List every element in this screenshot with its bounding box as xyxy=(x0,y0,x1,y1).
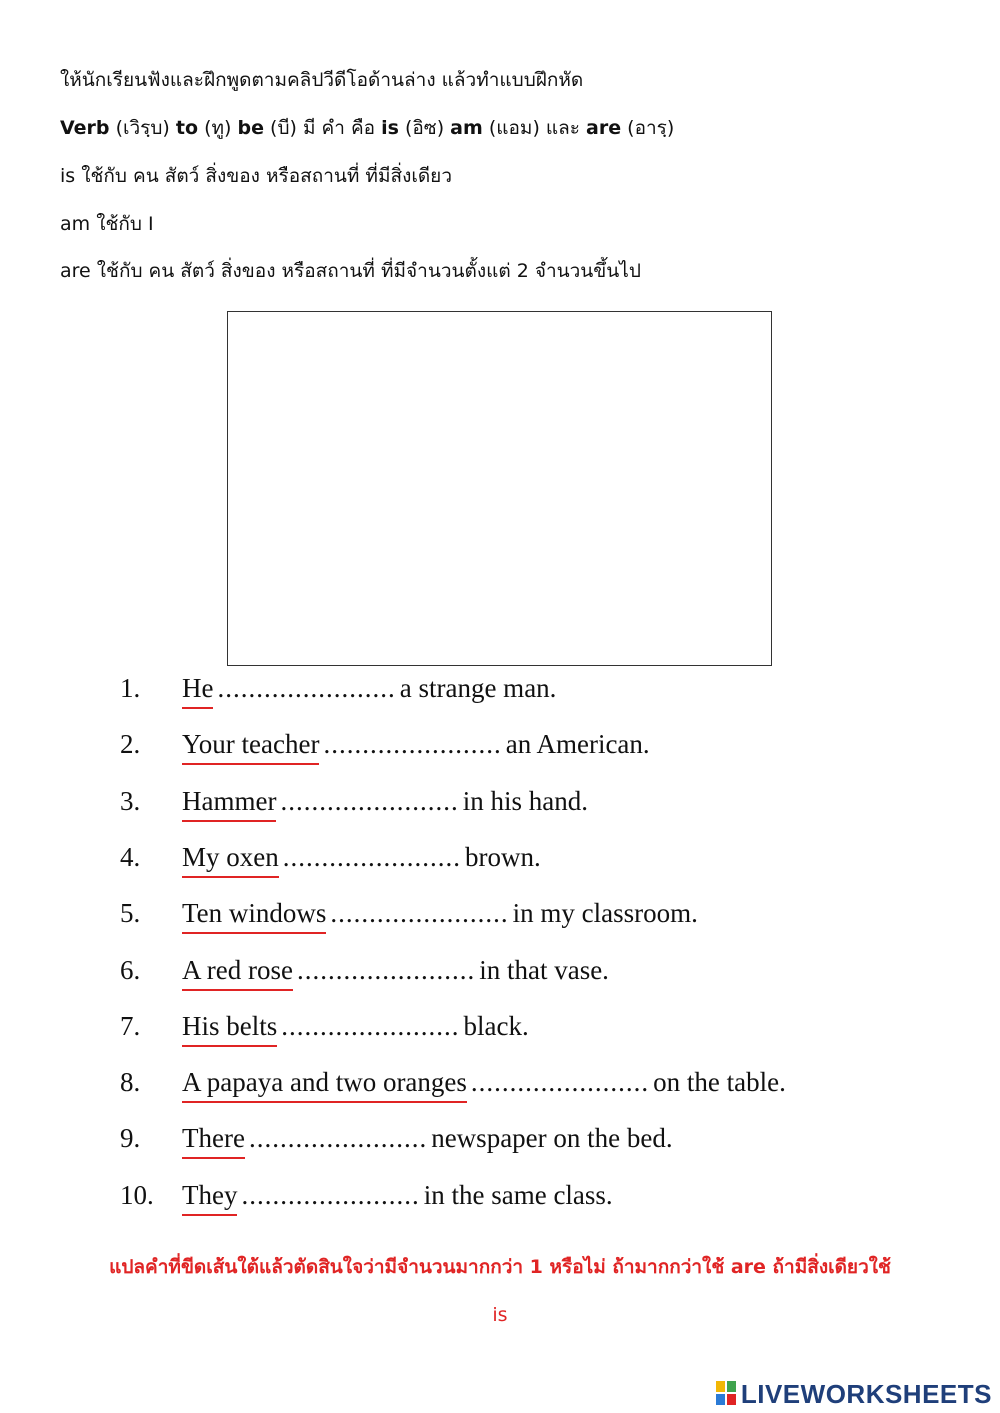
answer-blank[interactable]: ....................... xyxy=(330,898,509,929)
underlined-subject: They xyxy=(182,1180,237,1216)
intro-line-1: ให้นักเรียนฟังและฝึกพูดตามคลิปวีดีโอด้านล่าง แล้วทำแบบฝึกหัด xyxy=(60,69,584,91)
intro-line-2 xyxy=(60,115,674,141)
sentence-rest: in the same class. xyxy=(423,1179,613,1210)
underlined-subject: Ten windows xyxy=(182,898,326,934)
underlined-subject: A red rose xyxy=(182,955,293,991)
question-row xyxy=(120,1180,613,1224)
underlined-subject: Hammer xyxy=(182,786,276,822)
sentence-rest: a strange man. xyxy=(399,673,557,703)
liveworksheets-logo-icon xyxy=(716,1381,738,1407)
sentence-rest: in that vase. xyxy=(479,954,609,985)
question-number: 7. xyxy=(120,1010,141,1041)
is-word: is xyxy=(381,117,399,139)
video-player[interactable] xyxy=(227,311,772,666)
intro-line-5: are ใช้กับ คน สัตว์ สิ่งของ หรือสถานที่ ที่มีจำนวนตั้งแต่ 2 จำนวนขึ้นไป xyxy=(60,260,641,282)
underlined-subject: My oxen xyxy=(182,842,279,878)
question-row xyxy=(120,842,541,886)
question-row xyxy=(120,1067,786,1111)
be-thai: (บี) มี คำ คือ xyxy=(270,117,376,139)
logo-text: LIVEWORKSHEETS xyxy=(740,1378,992,1409)
to-thai: (ทู) xyxy=(204,117,232,139)
question-number: 3. xyxy=(120,785,141,816)
answer-blank[interactable]: ....................... xyxy=(296,954,476,985)
question-row xyxy=(120,1123,673,1167)
is-thai: (อิซ) xyxy=(404,117,445,139)
sentence-rest: on the table. xyxy=(653,1067,786,1098)
underlined-subject: A papaya and two oranges xyxy=(182,1067,467,1103)
question-number: 9. xyxy=(120,1123,141,1154)
question-number: 1. xyxy=(120,673,141,703)
question-number: 2. xyxy=(120,729,141,760)
are-thai: (อารฺ) xyxy=(627,117,675,139)
question-number: 6. xyxy=(120,954,141,985)
instruction-line-1: แปลคำที่ขีดเส้นใต้แล้วตัดสินใจว่ามีจำนวนมากกว่า 1 หรือไม่ ถ้ามากกว่าใช้ are ถ้ามีสิ่งเดียวใช้ xyxy=(109,1256,891,1278)
answer-blank[interactable]: ....................... xyxy=(281,1010,460,1041)
verb-word: Verb xyxy=(60,117,110,139)
be-word: be xyxy=(237,117,264,139)
am-word: am xyxy=(450,117,483,139)
sentence-rest: black. xyxy=(463,1010,529,1041)
question-row xyxy=(120,1011,529,1055)
underlined-subject: His belts xyxy=(182,1011,277,1047)
sentence-rest: in his hand. xyxy=(462,785,588,816)
answer-blank[interactable]: ....................... xyxy=(241,1179,420,1210)
answer-blank[interactable]: ....................... xyxy=(282,841,461,872)
underlined-subject: Your teacher xyxy=(182,729,319,765)
answer-blank[interactable]: ....................... xyxy=(470,1067,650,1098)
question-row xyxy=(120,786,588,830)
verb-thai: (เวิรฺบ) xyxy=(115,117,170,139)
question-row xyxy=(120,673,556,717)
question-row xyxy=(120,729,650,773)
question-row xyxy=(120,955,609,999)
question-number: 4. xyxy=(120,841,141,872)
question-number: 10. xyxy=(120,1179,154,1210)
question-number: 5. xyxy=(120,898,141,929)
answer-blank[interactable]: ....................... xyxy=(323,729,502,760)
intro-line-4: am ใช้กับ I xyxy=(60,213,154,235)
answer-blank[interactable]: ....................... xyxy=(248,1123,428,1154)
am-thai: (แอม) และ xyxy=(488,117,580,139)
question-row xyxy=(120,898,698,942)
question-number: 8. xyxy=(120,1067,141,1098)
sentence-rest: brown. xyxy=(465,841,541,872)
underlined-subject: He xyxy=(182,673,213,709)
intro-line-3: is ใช้กับ คน สัตว์ สิ่งของ หรือสถานที่ ที่มีสิ่งเดียว xyxy=(60,165,452,187)
liveworksheets-logo[interactable] xyxy=(716,1379,992,1409)
to-word: to xyxy=(175,117,199,139)
answer-blank[interactable]: ....................... xyxy=(280,785,459,816)
instruction-line-2: is xyxy=(492,1304,508,1326)
answer-blank[interactable]: ....................... xyxy=(217,673,396,703)
are-word: are xyxy=(586,117,622,139)
underlined-subject: There xyxy=(182,1123,245,1159)
sentence-rest: newspaper on the bed. xyxy=(431,1123,673,1154)
sentence-rest: an American. xyxy=(505,729,650,760)
sentence-rest: in my classroom. xyxy=(512,898,698,929)
